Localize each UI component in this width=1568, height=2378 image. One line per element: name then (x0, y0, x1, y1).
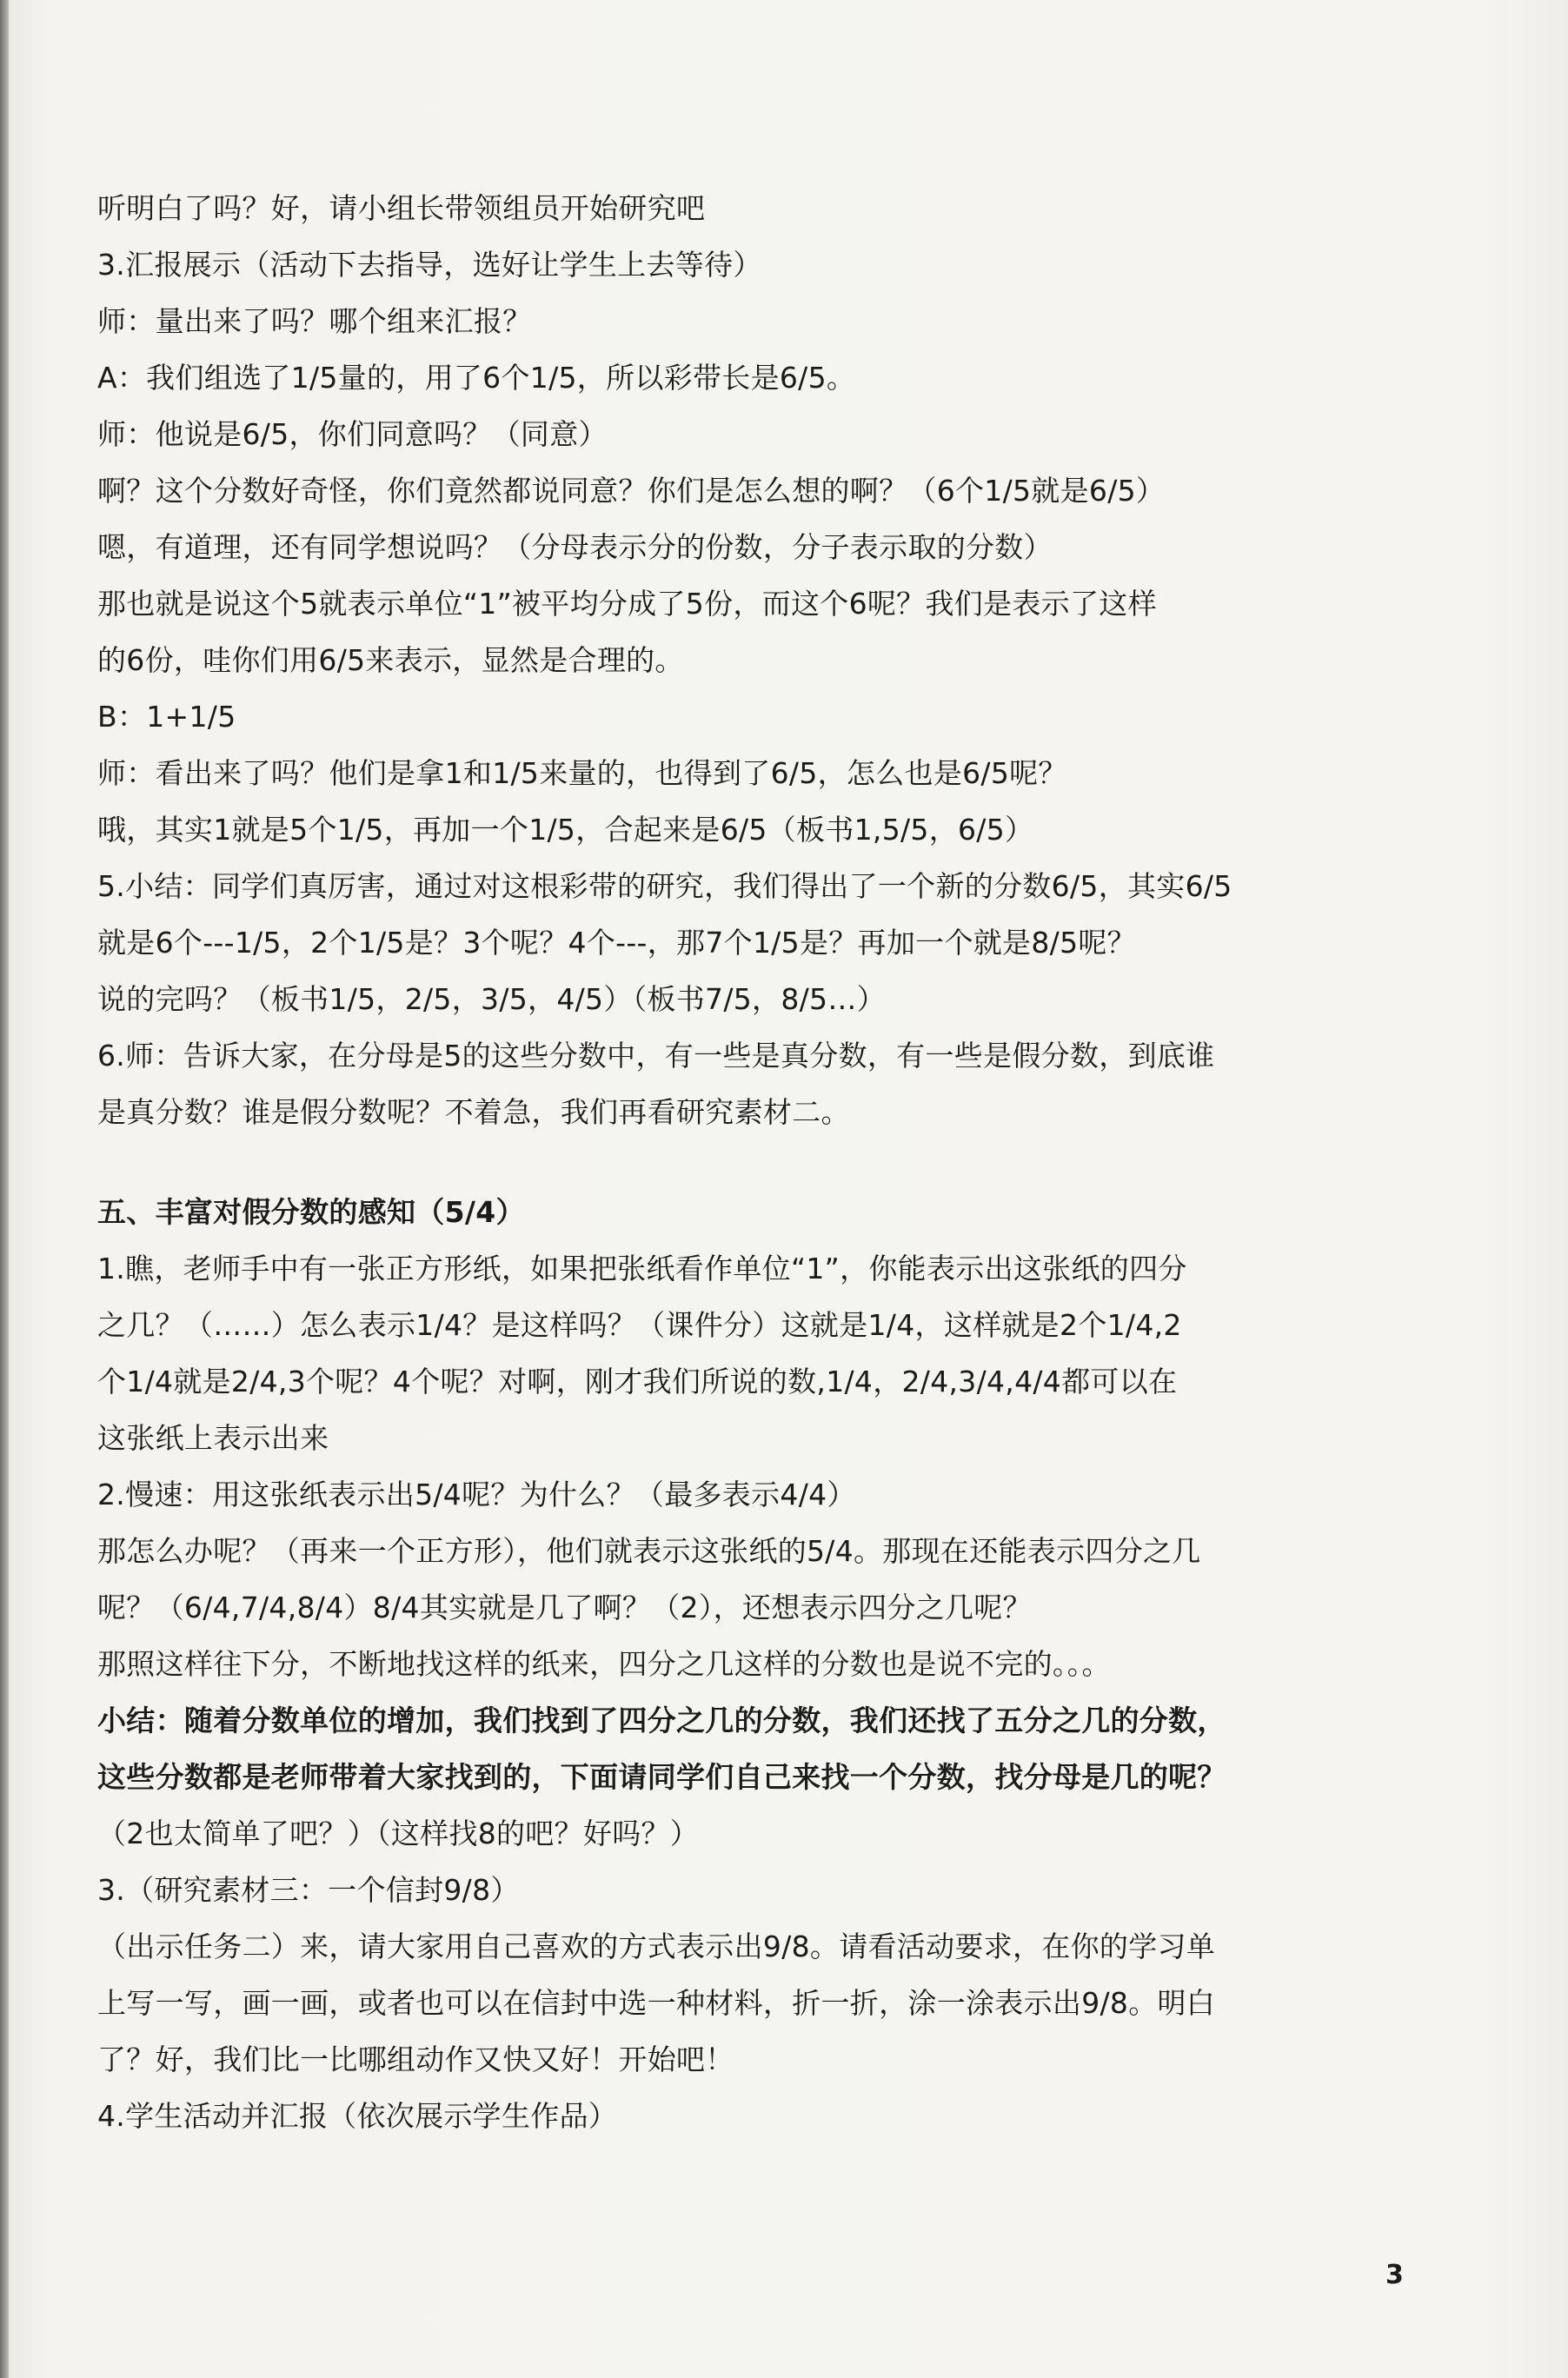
text-line: 2.慢速：用这张纸表示出5/4呢？为什么？（最多表示4/4） (97, 1478, 856, 1511)
text-line: 3.（研究素材三：一个信封9/8） (97, 1873, 520, 1907)
text-line: （2也太简单了吧？）（这样找8的吧？好吗？） (97, 1817, 700, 1850)
text-line: A：我们组选了1/5量的，用了6个1/5，所以彩带长是6/5。 (97, 361, 856, 395)
text-line: 嗯，有道理，还有同学想说吗？（分母表示分的份数，分子表示取的分数） (97, 530, 1053, 564)
text-line: 师：量出来了吗？哪个组来汇报？ (97, 304, 532, 338)
text-line: 这张纸上表示出来 (97, 1421, 329, 1455)
section-gap (97, 1152, 1401, 1195)
text-line: 1.瞧，老师手中有一张正方形纸，如果把张纸看作单位“1”，你能表示出这张纸的四分 (97, 1252, 1187, 1285)
document-body (97, 191, 1401, 2155)
text-line: 就是6个---1/5，2个1/5是？3个呢？4个---，那7个1/5是？再加一个就是8/5呢？ (97, 926, 1136, 960)
text-line: 那怎么办呢？（再来一个正方形），他们就表示这张纸的5/4。那现在还能表示四分之几 (97, 1534, 1201, 1568)
text-line: 4.学生活动并汇报（依次展示学生作品） (97, 2099, 618, 2133)
text-line: 听明白了吗？好，请小组长带领组员开始研究吧 (97, 191, 706, 225)
text-line: 啊？这个分数好奇怪，你们竟然都说同意？你们是怎么想的啊？（6个1/5就是6/5） (97, 474, 1166, 508)
page-number: 3 (1385, 2260, 1404, 2290)
text-line: 说的完吗？（板书1/5，2/5，3/5，4/5）（板书7/5，8/5…） (97, 982, 886, 1016)
text-line: 个1/4就是2/4,3个呢？4个呢？对啊，刚才我们所说的数,1/4，2/4,3/4,4/4都可以在 (97, 1365, 1178, 1398)
section-heading: 五、丰富对假分数的感知（5/4） (97, 1195, 525, 1229)
text-line: B：1+1/5 (97, 700, 236, 734)
text-line: 师：他说是6/5，你们同意吗？（同意） (97, 417, 608, 451)
text-line: 哦，其实1就是5个1/5，再加一个1/5，合起来是6/5（板书1,5/5，6/5） (97, 813, 1034, 847)
text-line: （出示任务二）来，请大家用自己喜欢的方式表示出9/8。请看活动要求，在你的学习单 (97, 1930, 1216, 1963)
text-line: 那照这样往下分，不断地找这样的纸来，四分之几这样的分数也是说不完的。。。 (97, 1647, 1111, 1681)
text-line: 是真分数？谁是假分数呢？不着急，我们再看研究素材二。 (97, 1095, 850, 1129)
text-line: 6.师：告诉大家，在分母是5的这些分数中，有一些是真分数，有一些是假分数，到底谁 (97, 1039, 1215, 1073)
text-line: 之几？（……）怎么表示1/4？是这样吗？（课件分）这就是1/4，这样就是2个1/4,2 (97, 1308, 1182, 1342)
summary-line: 小结：随着分数单位的增加，我们找到了四分之几的分数，我们还找了五分之几的分数， (97, 1704, 1226, 1737)
text-line: 5.小结：同学们真厉害，通过对这根彩带的研究，我们得出了一个新的分数6/5，其实6/5 (97, 869, 1232, 903)
text-line: 上写一写，画一画，或者也可以在信封中选一种材料，折一折，涂一涂表示出9/8。明白 (97, 1986, 1216, 2020)
binding-edge (0, 0, 9, 2378)
text-line: 的6份，哇你们用6/5来表示，显然是合理的。 (97, 643, 684, 677)
text-line: 那也就是说这个5就表示单位“1”被平均分成了5份，而这个6呢？我们是表示了这样 (97, 587, 1157, 621)
text-line: 呢？（6/4,7/4,8/4）8/4其实就是几了啊？（2），还想表示四分之几呢？ (97, 1591, 1032, 1624)
text-line: 师：看出来了吗？他们是拿1和1/5来量的，也得到了6/5，怎么也是6/5呢？ (97, 756, 1067, 790)
text-line: 3.汇报展示（活动下去指导，选好让学生上去等待） (97, 248, 762, 282)
text-line: 了？好，我们比一比哪组动作又快又好！开始吧！ (97, 2043, 734, 2076)
summary-line: 这些分数都是老师带着大家找到的，下面请同学们自己来找一个分数，找分母是几的呢？ (97, 1760, 1226, 1794)
